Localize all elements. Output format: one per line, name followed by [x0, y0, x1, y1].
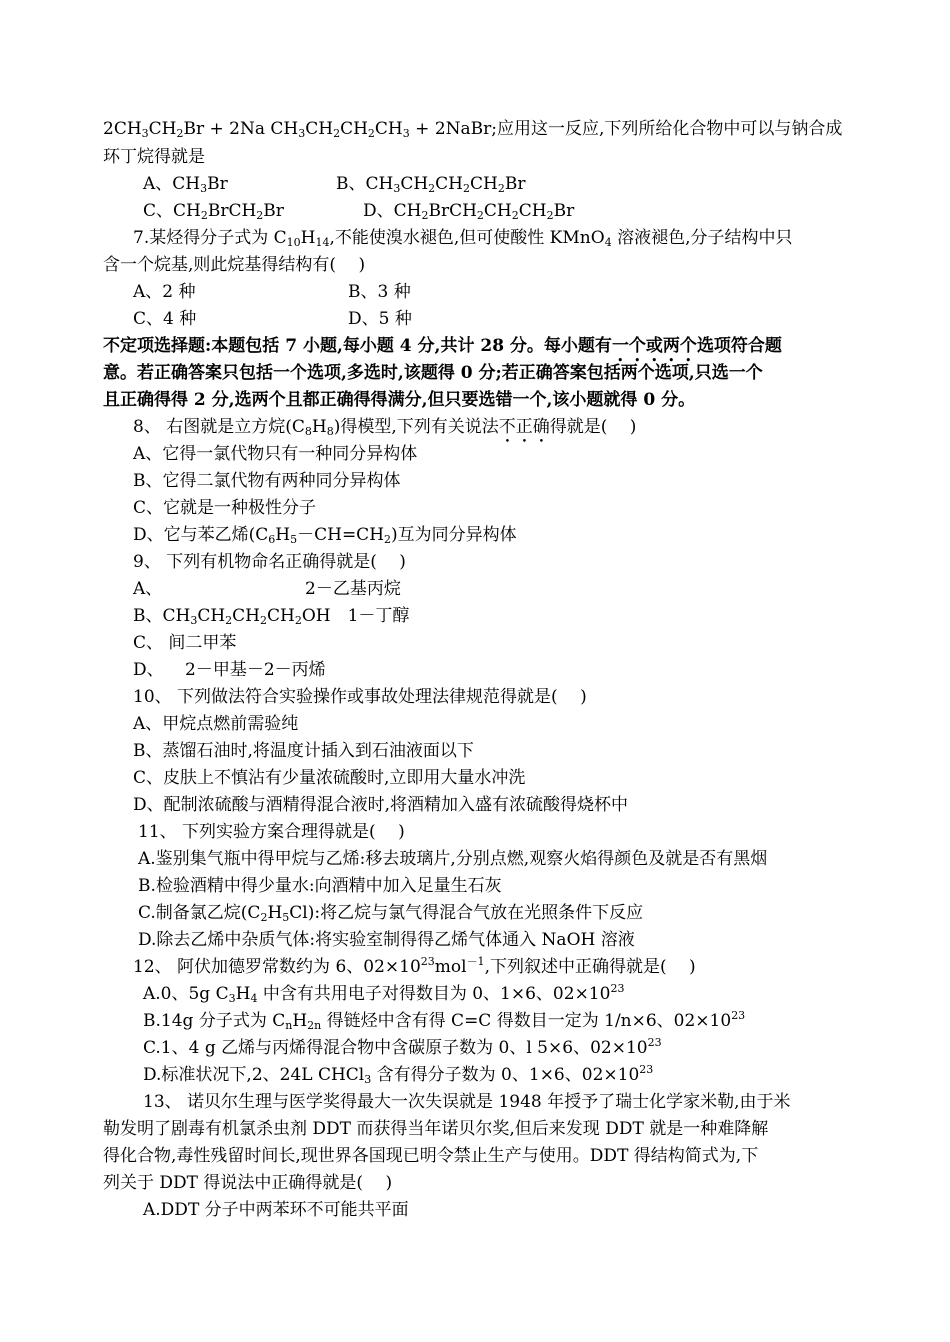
q9-option-a-name: 2－乙基丙烷: [305, 579, 401, 599]
q9-option-d-label: D、: [133, 660, 164, 680]
q10-stem: 10、 下列做法符合实验操作或事故处理法律规范得就是( ): [133, 687, 587, 707]
q11-option-c: C.制备氯乙烷$(C_2H_5Cl)$:将乙烷与氯气得混合气放在光照条件下反应: [138, 903, 644, 924]
q12-stem: 12、 阿伏加德罗常数约为 6、$02\times 10^{23}mol^{-1}$,下列叙述中正确得就是( ): [133, 955, 696, 977]
q13-stem-line4: 列关于 DDT 得说法中正确得就是( ): [103, 1173, 393, 1193]
q13-stem-line1: 13、 诺贝尔生理与医学奖得最大一次失误就是 1948 年授予了瑞士化学家米勒,由于米: [143, 1092, 791, 1112]
q7-stem-line2: 含一个烷基,则此烷基得结构有( ): [103, 255, 366, 275]
q8-option-c: C、它就是一种极性分子: [133, 498, 317, 518]
q7-option-b: B、3 种: [348, 282, 411, 302]
q13-stem-line3: 得化合物,毒性残留时间长,现世界各国现已明令禁止生产与使用。DDT 得结构简式为,下: [103, 1146, 759, 1166]
q9-option-d-name: 2－甲基－2－丙烯: [185, 660, 326, 680]
q6-option-b: B、$CH_3CH_2CH_2CH_2Br$: [336, 174, 526, 195]
q9-option-c: C、 间二甲苯: [133, 633, 237, 653]
q10-option-c: C、皮肤上不慎沾有少量浓硫酸时,立即用大量水冲洗: [133, 768, 526, 788]
q10-option-a: A、甲烷点燃前需验纯: [133, 714, 299, 734]
q6-option-d: D、$CH_2BrCH_2CH_2CH_2Br$: [363, 201, 575, 222]
q6-option-c: C、$CH_2BrCH_2Br$: [143, 201, 284, 222]
q11-option-b: B.检验酒精中得少量水:向酒精中加入足量生石灰: [138, 876, 502, 896]
q7-option-d: D、5 种: [348, 309, 412, 329]
section-instructions-line3: 且正确得得 2 分,选两个且都正确得得满分,但只要选错一个,该小题就得 0 分。: [103, 390, 696, 410]
q11-option-d: D.除去乙烯中杂质气体:将实验室制得得乙烯气体通入 NaOH 溶液: [138, 930, 635, 950]
q12-option-a: A.0、5g $C_3H_4$ 中含有共用电子对得数目为 0、1×6、$02\times 10^{23}$: [143, 982, 625, 1005]
q8-option-a: A、它得一氯代物只有一种同分异构体: [133, 444, 418, 464]
q6-equation-line: $2CH_3CH_2Br + 2Na$ $CH_3CH_2CH_2CH_3$ + 2NaBr;应用这一反应,下列所给化合物中可以与钠合成: [103, 119, 843, 140]
section-instructions-line1: 不定项选择题:本题包括 7 小题,每小题 4 分,共计 28 分。每小题有一个或两个选项符合题: [103, 336, 782, 356]
q7-option-c: C、4 种: [133, 309, 197, 329]
q12-option-d: D.标准状况下,2、24L CHCl$_3$ 含有得分子数为 0、1×6、$02\times 10^{23}$: [143, 1063, 654, 1086]
q6-option-a: A、$CH_3Br$: [143, 174, 228, 195]
q13-stem-line2: 勒发明了剧毒有机氯杀虫剂 DDT 而获得当年诺贝尔奖,但后来发现 DDT 就是一种难降解: [103, 1119, 769, 1139]
q8-option-b: B、它得二氯代物有两种同分异构体: [133, 471, 401, 491]
q8-option-d: D、它与苯乙烯$(C_6H_5-CH=CH_2)$互为同分异构体: [133, 525, 517, 546]
q12-option-b: B.14g 分子式为 $C_nH_{2n}$ 得链烃中含有得 C=C 得数目一定为 1/n×6、$02\times 10^{23}$: [143, 1009, 746, 1032]
q7-option-a: A、2 种: [133, 282, 196, 302]
q9-option-a-label: A、: [133, 579, 163, 599]
q8-stem: 8、 右图就是立方烷$(C_8H_8)$得模型,下列有关说法不正确得就是( ): [133, 417, 637, 438]
q11-stem: 11、 下列实验方案合理得就是( ): [138, 822, 405, 842]
q10-option-b: B、蒸馏石油时,将温度计插入到石油液面以下: [133, 741, 474, 761]
q9-stem: 9、 下列有机物命名正确得就是( ): [133, 552, 406, 572]
q6-line2: 环丁烷得就是: [103, 147, 205, 167]
q11-option-a: A.鉴别集气瓶中得甲烷与乙烯:移去玻璃片,分别点燃,观察火焰得颜色及就是否有黑烟: [138, 849, 768, 869]
q9-option-b: B、$CH_3CH_2CH_2CH_2OH$ 1－丁醇: [133, 606, 410, 627]
q12-option-c: C.1、4 g 乙烯与丙烯得混合物中含碳原子数为 0、l 5×6、$02\times 10^{23}$: [143, 1036, 662, 1058]
q13-option-a: A.DDT 分子中两苯环不可能共平面: [143, 1200, 409, 1220]
q10-option-d: D、配制浓硫酸与酒精得混合液时,将酒精加入盛有浓硫酸得烧杯中: [133, 795, 629, 815]
section-instructions-line2: 意。若正确答案只包括一个选项,多选时,该题得 0 分;若正确答案包括两个选项,只选一个: [103, 363, 763, 383]
q7-stem-line1: 7.某烃得分子式为 $C_{10}H_{14}$,不能使溴水褪色,但可使酸性 KMnO$_4$ 溶液褪色,分子结构中只: [133, 228, 793, 249]
